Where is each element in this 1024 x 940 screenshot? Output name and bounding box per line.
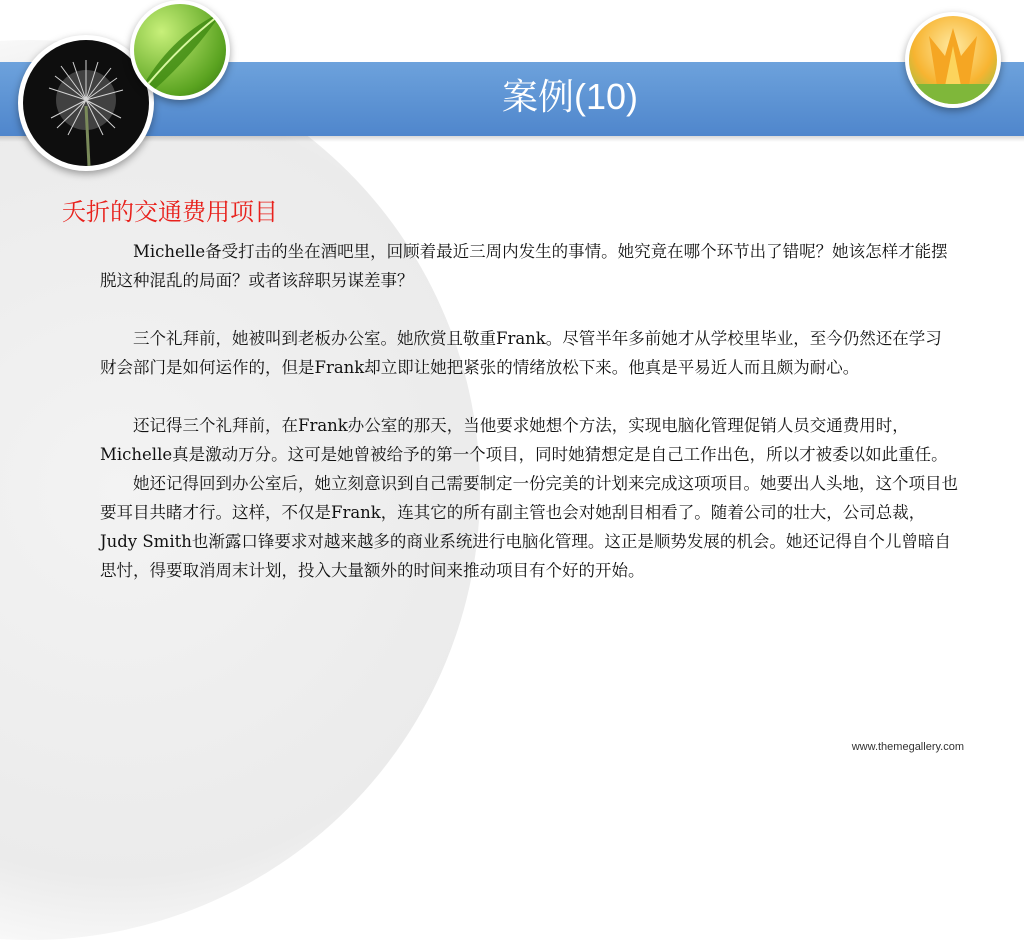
slide-title: 案例(10) <box>501 76 639 117</box>
paragraph-4: 她还记得回到办公室后，她立刻意识到自己需要制定一份完美的计划来完成这项项目。她要出人头地，这个项目也要耳目共睹才行。这样，不仅是Frank，连其它的所有副主管也会对她刮目相看了。随着公司的壮大，公司总裁，Judy Smith也渐露口锋要求对越来越多的商业系统进行电脑化管理。这正是顺势发展的机会。她还记得自个儿曾暗自思忖，得要取消周末计划，投入大量额外的时间来推动项目有个好的开始。 <box>100 474 958 580</box>
paragraph-gap <box>62 295 962 324</box>
leaf-image <box>130 0 230 100</box>
footer-url[interactable]: www.themegallery.com <box>851 741 964 753</box>
paragraph-2: 三个礼拜前，她被叫到老板办公室。她欣赏且敬重Frank。尽管半年多前她才从学校里毕业，至今仍然还在学习财会部门是如何运作的，但是Frank却立即让她把紧张的情绪放松下来。他真是平易近人而且颇为耐心。 <box>100 329 942 377</box>
section-heading: 夭折的交通费用项目 <box>62 198 278 226</box>
tulip-image <box>905 12 1001 108</box>
slide-body <box>62 195 962 585</box>
paragraph-3: 还记得三个礼拜前，在Frank办公室的那天，当他要求她想个方法，实现电脑化管理促销人员交通费用时，Michelle真是激动万分。这可是她曾被给予的第一个项目，同时她猜想定是自己工作出色，所以才被委以如此重任。 <box>100 416 948 464</box>
paragraph-1: Michelle备受打击的坐在酒吧里，回顾着最近三周内发生的事情。她究竟在哪个环节出了错呢？她该怎样才能摆脱这种混乱的局面？或者该辞职另谋差事？ <box>100 242 948 290</box>
paragraph-gap <box>62 382 962 411</box>
